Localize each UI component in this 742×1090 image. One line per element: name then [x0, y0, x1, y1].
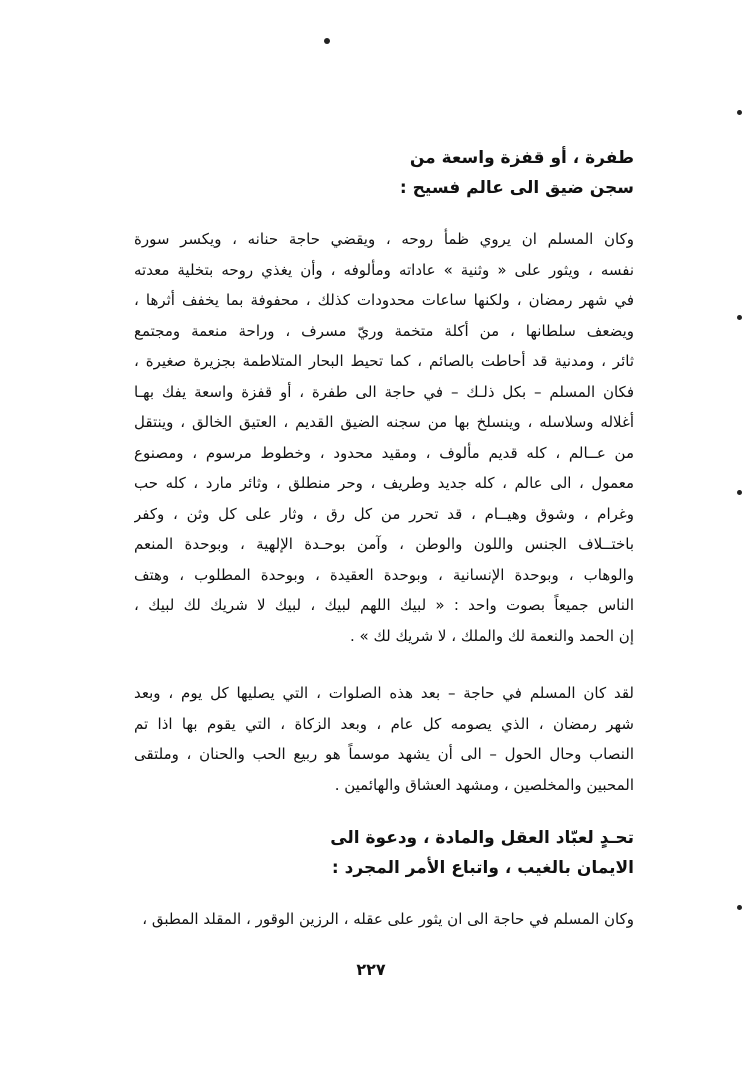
text-line: إن الحمد والنعمة لك والملك ، لا شريك لك » . — [350, 626, 634, 645]
heading-line: تحـدٍ لعبّاد العقل والمادة ، ودعوة الى — [330, 828, 634, 848]
edge-mark — [737, 490, 742, 495]
text-line: شهر رمضان ، الذي يصومه كل عام ، وبعد الزكاة ، التي يقوم بها اذا تم — [134, 714, 634, 733]
heading-line: طفرة ، أو قفزة واسعة من — [409, 148, 634, 168]
ink-dot — [324, 38, 330, 44]
text-line: لقد كان المسلم في حاجة – بعد هذه الصلوات ، التي يصليها كل يوم ، وبعد — [134, 684, 634, 702]
text-line: معمول ، الى عالم ، كله جديد وطريف ، وحر منطلق ، وثائر مارد ، كله حب — [134, 474, 634, 492]
text-line: وكان المسلم في حاجة الى ان يثور على عقله ، الرزين الوقور ، المقلد المطبق ، — [142, 910, 634, 928]
section-heading-1 — [274, 143, 634, 203]
text-line: وغرام ، وشوق وهيــام ، قد تحرر من كل رق ، وثار على كل وثن ، وكفر — [134, 504, 634, 523]
text-line: فكان المسلم – بكل ذلـك – في حاجة الى طفرة ، أو قفزة واسعة يفك بهـا — [134, 382, 634, 401]
text-line: والوهاب ، وبوحدة الإنسانية ، وبوحدة العقيدة ، وبوحدة المطلوب ، وهتف — [134, 565, 634, 584]
page-number: ٢٢٧ — [356, 960, 386, 979]
text-line: المحبين والمخلصين ، ومشهد العشاق والهائمين . — [334, 775, 634, 794]
text-line: النصاب وحال الحول – الى أن يشهد موسماً هو ربيع الحب والحنان ، وملتقى — [134, 745, 634, 763]
heading-line: الايمان بالغيب ، واتباع الأمر المجرد : — [331, 858, 634, 878]
text-line: ثائر ، ومدنية قد أحاطت بالصائم ، كما تحيط البحار المتلاطمة بجزيرة صغيرة ، — [134, 352, 634, 370]
text-line: ويضعف سلطانها ، من أكلة متخمة وريّ مسرف ، وراحة منعمة ومجتمع — [134, 321, 634, 340]
text-line: وكان المسلم ان يروي ظمأ روحه ، ويقضي حاجة حنانه ، ويكسر سورة — [134, 230, 634, 248]
edge-mark — [737, 905, 742, 910]
paragraph-3 — [134, 904, 634, 935]
paragraph-2 — [134, 678, 634, 800]
text-line: الناس جميعاً بصوت واحد : « لبيك اللهم لبيك ، لبيك لا شريك لك لبيك ، — [134, 596, 634, 614]
text-line: باختــلاف الجنس واللون والوطن ، وآمن بوحـدة الإلهية ، وبوحدة المنعم — [134, 535, 634, 553]
edge-mark — [737, 110, 742, 115]
heading-line: سجن ضيق الى عالم فسيح : — [399, 178, 634, 198]
section-heading-2 — [274, 823, 634, 883]
edge-mark — [737, 315, 742, 320]
text-line: أغلاله وسلاسله ، وينسلخ بها من سجنه الضيق القديم ، العتيق الخالق ، وينتقل — [134, 413, 634, 431]
text-line: نفسه ، ويثور على « وثنية » عاداته ومألوفه ، وأن يغذي روحه بتخلية معدته — [134, 260, 634, 279]
paragraph-1 — [134, 224, 634, 651]
text-line: من عــالم ، كله قديم مألوف ، ومقيد محدود ، وخطوط مرسوم ، ومصنوع — [134, 443, 634, 462]
text-line: في شهر رمضان ، ولكنها ساعات محدودات كذلك ، محفوفة بما يخفف أثرها ، — [134, 291, 634, 309]
